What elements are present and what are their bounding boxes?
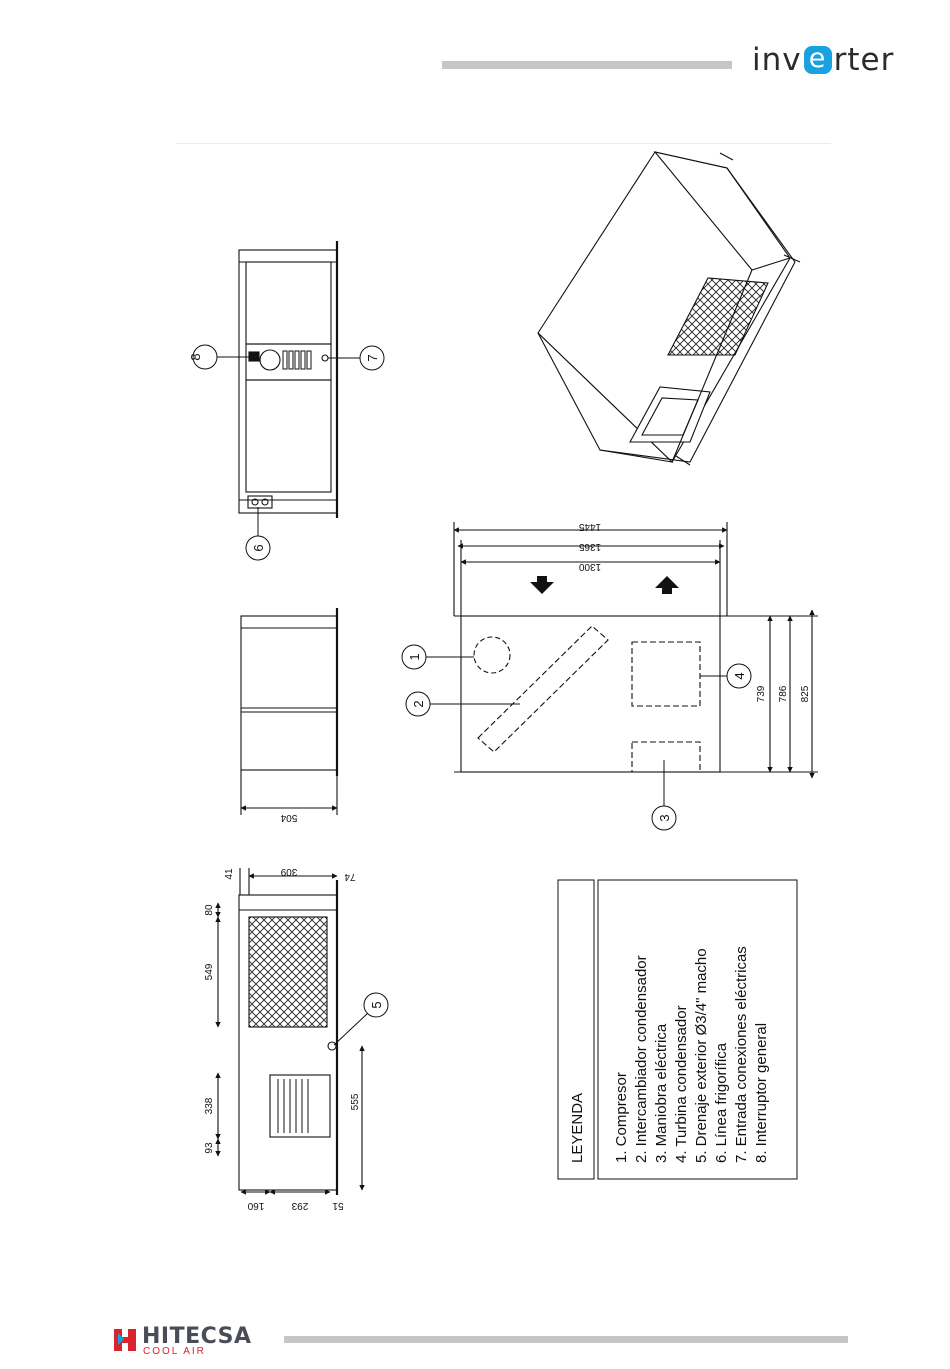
hitecsa-mark-icon — [112, 1325, 138, 1355]
footer-bar — [284, 1336, 848, 1343]
dimensioned-view — [218, 868, 362, 1195]
company-name: HITECSA — [142, 1324, 252, 1349]
dim-555: 555 — [350, 1093, 361, 1111]
dim-1445: 1445 — [578, 521, 602, 532]
dim-160: 160 — [247, 1200, 265, 1211]
legend-item-5: 5. Drenaje exterior Ø3/4" macho — [693, 948, 710, 1163]
company-tagline: COOL AIR — [143, 1346, 206, 1357]
callout-label-4: 4 — [732, 672, 747, 680]
dim-549: 549 — [204, 963, 215, 981]
legend-item-4: 4. Turbina condensador — [673, 1005, 690, 1163]
airflow-up-arrow — [655, 576, 679, 594]
dim-41: 41 — [224, 868, 235, 880]
brand-prefix: inv — [752, 42, 802, 78]
legend-item-3: 3. Maniobra eléctrica — [653, 1023, 670, 1163]
legend-item-7: 7. Entrada conexiones eléctricas — [733, 946, 750, 1163]
dim-504: 504 — [280, 812, 298, 823]
brand-suffix: rter — [833, 42, 895, 78]
legend-item-8: 8. Interruptor general — [753, 1022, 770, 1163]
airflow-down-arrow — [530, 576, 554, 594]
dim-739: 739 — [756, 685, 767, 703]
front-view — [239, 241, 337, 518]
callout-label-3: 3 — [657, 814, 672, 822]
dim-1300: 1300 — [578, 561, 602, 572]
callout-label-7: 7 — [365, 354, 380, 362]
legend-item-2: 2. Intercambiador condensador — [633, 955, 650, 1163]
callout-label-1: 1 — [407, 653, 422, 661]
airflow-arrows — [530, 576, 679, 594]
dim-309: 309 — [280, 866, 298, 877]
legend-item-1: 1. Compresor — [613, 1072, 630, 1163]
plan-view — [454, 522, 818, 778]
dim-825: 825 — [800, 685, 811, 703]
dim-93: 93 — [204, 1142, 215, 1154]
dim-74: 74 — [344, 871, 356, 882]
dim-786: 786 — [778, 685, 789, 703]
dim-51: 51 — [332, 1200, 344, 1211]
dim-1365: 1365 — [578, 541, 602, 552]
dim-80: 80 — [204, 904, 215, 916]
legend-item-6: 6. Línea frigorífica — [713, 1042, 730, 1163]
isometric-view — [538, 152, 800, 465]
callout-label-6: 6 — [251, 544, 266, 552]
callout-label-8: 8 — [188, 353, 203, 361]
dim-338: 338 — [204, 1097, 215, 1115]
legend-title: LEYENDA — [569, 1092, 586, 1163]
callout-label-2: 2 — [411, 700, 426, 708]
callout-label-5: 5 — [369, 1001, 384, 1009]
side-view — [241, 608, 337, 815]
dim-293: 293 — [291, 1200, 309, 1211]
brand-e-badge: e — [804, 46, 832, 74]
